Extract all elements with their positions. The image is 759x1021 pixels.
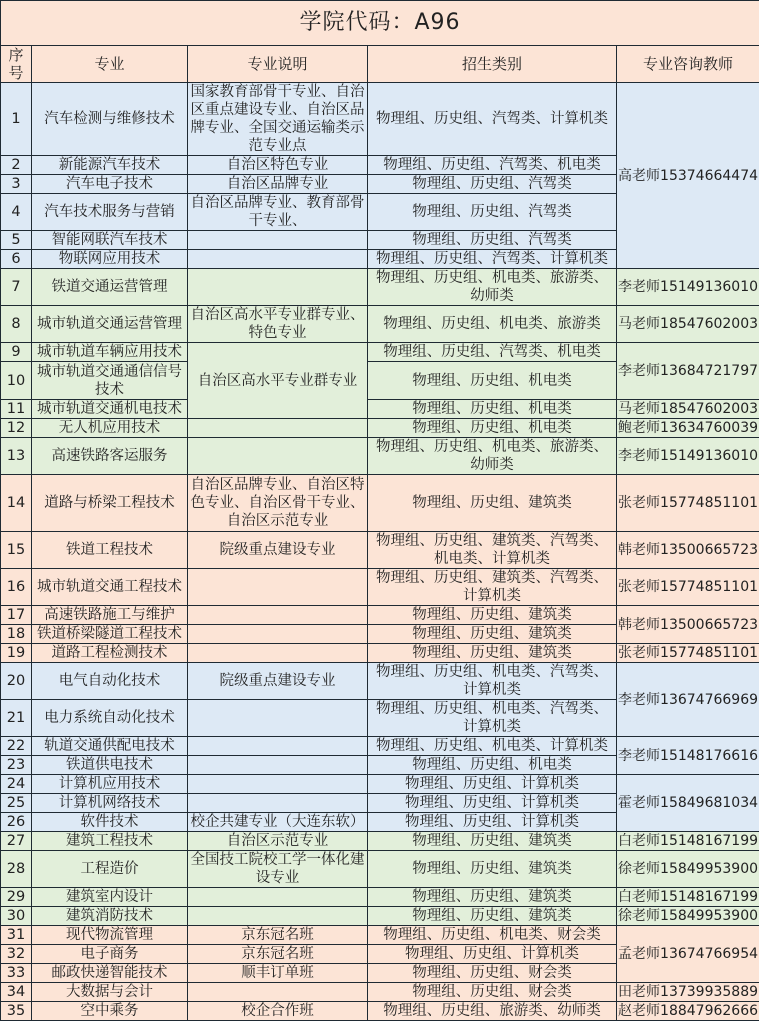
major-name: 城市轨道交通工程技术 bbox=[32, 569, 188, 606]
row-number: 34 bbox=[1, 983, 32, 1002]
major-description: 自治区示范专业 bbox=[188, 832, 368, 851]
major-name: 工程造价 bbox=[32, 851, 188, 888]
major-description bbox=[188, 775, 368, 794]
major-description bbox=[188, 794, 368, 813]
major-name: 高速铁路客运服务 bbox=[32, 438, 188, 475]
admission-category: 物理组、历史组、机电类、旅游类、幼师类 bbox=[368, 438, 617, 475]
table-row bbox=[1, 438, 759, 475]
table-row bbox=[1, 569, 759, 606]
admission-category: 物理组、历史组、机电类 bbox=[368, 362, 617, 400]
row-number: 17 bbox=[1, 606, 32, 625]
major-name: 铁道工程技术 bbox=[32, 532, 188, 569]
table-row bbox=[1, 306, 759, 343]
major-description: 自治区特色专业 bbox=[188, 156, 368, 175]
row-number: 15 bbox=[1, 532, 32, 569]
major-name: 铁道桥梁隧道工程技术 bbox=[32, 625, 188, 644]
major-description bbox=[188, 231, 368, 250]
row-number: 35 bbox=[1, 1002, 32, 1021]
major-description bbox=[188, 756, 368, 775]
consult-teacher: 张老师15774851101 bbox=[617, 644, 759, 663]
admission-category: 物理组、历史组、计算机类 bbox=[368, 945, 617, 964]
admission-category: 物理组、历史组、机电类、旅游类、幼师类 bbox=[368, 269, 617, 306]
consult-teacher: 张老师15774851101 bbox=[617, 569, 759, 606]
row-number: 8 bbox=[1, 306, 32, 343]
table-row bbox=[1, 269, 759, 306]
row-number: 5 bbox=[1, 231, 32, 250]
table-row bbox=[1, 475, 759, 532]
major-description: 校企共建专业（大连东软） bbox=[188, 813, 368, 832]
admission-category: 物理组、历史组、财会类 bbox=[368, 983, 617, 1002]
major-name: 汽车电子技术 bbox=[32, 175, 188, 194]
row-number: 24 bbox=[1, 775, 32, 794]
row-number: 4 bbox=[1, 194, 32, 231]
major-name: 软件技术 bbox=[32, 813, 188, 832]
major-name: 高速铁路施工与维护 bbox=[32, 606, 188, 625]
major-description bbox=[188, 625, 368, 644]
admission-category: 物理组、历史组、汽驾类 bbox=[368, 175, 617, 194]
consult-teacher: 田老师13739935889 bbox=[617, 983, 759, 1002]
consult-teacher: 徐老师15849953900 bbox=[617, 907, 759, 926]
major-description: 顺丰订单班 bbox=[188, 964, 368, 983]
row-number: 9 bbox=[1, 343, 32, 362]
major-description: 自治区高水平专业群专业 bbox=[188, 343, 368, 419]
admission-category: 物理组、历史组、建筑类 bbox=[368, 606, 617, 625]
admission-category: 物理组、历史组、旅游类、幼师类 bbox=[368, 1002, 617, 1021]
major-description: 京东冠名班 bbox=[188, 926, 368, 945]
consult-teacher: 李老师15149136010 bbox=[617, 269, 759, 306]
admission-category: 物理组、历史组、建筑类、汽驾类、机电类、计算机类 bbox=[368, 532, 617, 569]
table-body bbox=[1, 83, 759, 1021]
admission-category: 物理组、历史组、计算机类 bbox=[368, 794, 617, 813]
admission-category: 物理组、历史组、计算机类 bbox=[368, 813, 617, 832]
major-description: 自治区品牌专业 bbox=[188, 175, 368, 194]
table-row bbox=[1, 400, 759, 419]
admission-category: 物理组、历史组、建筑类 bbox=[368, 625, 617, 644]
admission-category: 物理组、历史组、计算机类 bbox=[368, 775, 617, 794]
row-number: 18 bbox=[1, 625, 32, 644]
major-name: 城市轨道交通运营管理 bbox=[32, 306, 188, 343]
major-name: 电子商务 bbox=[32, 945, 188, 964]
table-row bbox=[1, 419, 759, 438]
major-name: 新能源汽车技术 bbox=[32, 156, 188, 175]
table-row bbox=[1, 737, 759, 756]
major-description bbox=[188, 644, 368, 663]
row-number: 23 bbox=[1, 756, 32, 775]
admission-category: 物理组、历史组、机电类、计算机类 bbox=[368, 737, 617, 756]
admission-category: 物理组、历史组、建筑类 bbox=[368, 832, 617, 851]
row-number: 31 bbox=[1, 926, 32, 945]
admission-category: 物理组、历史组、建筑类 bbox=[368, 644, 617, 663]
row-number: 7 bbox=[1, 269, 32, 306]
major-name: 轨道交通供配电技术 bbox=[32, 737, 188, 756]
major-name: 汽车检测与维修技术 bbox=[32, 83, 188, 156]
major-name: 铁道交通运营管理 bbox=[32, 269, 188, 306]
consult-teacher: 张老师15774851101 bbox=[617, 475, 759, 532]
major-name: 城市轨道交通通信信号技术 bbox=[32, 362, 188, 400]
table-row bbox=[1, 606, 759, 625]
row-number: 3 bbox=[1, 175, 32, 194]
admission-category: 物理组、历史组、机电类 bbox=[368, 756, 617, 775]
major-description: 自治区品牌专业、教育部骨干专业、 bbox=[188, 194, 368, 231]
major-name: 邮政快递智能技术 bbox=[32, 964, 188, 983]
major-name: 无人机应用技术 bbox=[32, 419, 188, 438]
table-row bbox=[1, 907, 759, 926]
consult-teacher: 马老师18547602003 bbox=[617, 400, 759, 419]
admission-category: 物理组、历史组、建筑类 bbox=[368, 475, 617, 532]
admission-category: 物理组、历史组、汽驾类 bbox=[368, 231, 617, 250]
major-name: 智能网联汽车技术 bbox=[32, 231, 188, 250]
major-description bbox=[188, 269, 368, 306]
consult-teacher: 马老师18547602003 bbox=[617, 306, 759, 343]
admission-category: 物理组、历史组、汽驾类、计算机类 bbox=[368, 83, 617, 156]
admission-category: 物理组、历史组、建筑类 bbox=[368, 907, 617, 926]
major-description bbox=[188, 250, 368, 269]
consult-teacher: 孟老师13674766954 bbox=[617, 926, 759, 983]
header-row bbox=[1, 46, 759, 83]
header-teacher: 专业咨询教师 bbox=[617, 46, 759, 83]
row-number: 21 bbox=[1, 700, 32, 737]
row-number: 12 bbox=[1, 419, 32, 438]
admission-category: 物理组、历史组、机电类、汽驾类、计算机类 bbox=[368, 663, 617, 700]
major-description bbox=[188, 700, 368, 737]
row-number: 29 bbox=[1, 888, 32, 907]
header-category: 招生类别 bbox=[368, 46, 617, 83]
major-description: 国家教育部骨干专业、自治区重点建设专业、自治区品牌专业、全国交通运输类示范专业点 bbox=[188, 83, 368, 156]
row-number: 20 bbox=[1, 663, 32, 700]
major-description: 院级重点建设专业 bbox=[188, 663, 368, 700]
major-description: 校企合作班 bbox=[188, 1002, 368, 1021]
major-description: 自治区品牌专业、自治区特色专业、自治区骨干专业、自治区示范专业 bbox=[188, 475, 368, 532]
consult-teacher: 李老师13674766969 bbox=[617, 663, 759, 737]
row-number: 2 bbox=[1, 156, 32, 175]
row-number: 19 bbox=[1, 644, 32, 663]
major-name: 建筑消防技术 bbox=[32, 907, 188, 926]
consult-teacher: 李老师15149136010 bbox=[617, 438, 759, 475]
major-description bbox=[188, 438, 368, 475]
admission-category: 物理组、历史组、机电类、旅游类 bbox=[368, 306, 617, 343]
table-row bbox=[1, 983, 759, 1002]
table-row bbox=[1, 888, 759, 907]
header-major: 专业 bbox=[32, 46, 188, 83]
table-row bbox=[1, 832, 759, 851]
major-name: 城市轨道车辆应用技术 bbox=[32, 343, 188, 362]
row-number: 28 bbox=[1, 851, 32, 888]
consult-teacher: 赵老师18847962666 bbox=[617, 1002, 759, 1021]
major-name: 空中乘务 bbox=[32, 1002, 188, 1021]
consult-teacher: 徐老师15849953900 bbox=[617, 851, 759, 888]
major-description bbox=[188, 419, 368, 438]
page-title: 学院代码：A96 bbox=[1, 1, 759, 46]
admission-category: 物理组、历史组、机电类、财会类 bbox=[368, 926, 617, 945]
header-description: 专业说明 bbox=[188, 46, 368, 83]
admission-category: 物理组、历史组、建筑类 bbox=[368, 851, 617, 888]
major-name: 汽车技术服务与营销 bbox=[32, 194, 188, 231]
major-name: 大数据与会计 bbox=[32, 983, 188, 1002]
consult-teacher: 高老师15374664474 bbox=[617, 83, 759, 269]
major-description bbox=[188, 983, 368, 1002]
consult-teacher: 李老师13684721797 bbox=[617, 343, 759, 400]
row-number: 1 bbox=[1, 83, 32, 156]
row-number: 11 bbox=[1, 400, 32, 419]
admission-category: 物理组、历史组、汽驾类、机电类 bbox=[368, 156, 617, 175]
row-number: 27 bbox=[1, 832, 32, 851]
major-name: 铁道供电技术 bbox=[32, 756, 188, 775]
table-row bbox=[1, 343, 759, 362]
table-row bbox=[1, 1002, 759, 1021]
admission-category: 物理组、历史组、汽驾类 bbox=[368, 194, 617, 231]
major-name: 道路工程检测技术 bbox=[32, 644, 188, 663]
major-name: 道路与桥梁工程技术 bbox=[32, 475, 188, 532]
major-name: 电力系统自动化技术 bbox=[32, 700, 188, 737]
table-row bbox=[1, 644, 759, 663]
admission-category: 物理组、历史组、建筑类 bbox=[368, 888, 617, 907]
major-description bbox=[188, 888, 368, 907]
admission-category: 物理组、历史组、财会类 bbox=[368, 964, 617, 983]
admission-category: 物理组、历史组、机电类 bbox=[368, 419, 617, 438]
row-number: 33 bbox=[1, 964, 32, 983]
table-row bbox=[1, 851, 759, 888]
table-row bbox=[1, 926, 759, 945]
admission-category: 物理组、历史组、建筑类、汽驾类、计算机类 bbox=[368, 569, 617, 606]
consult-teacher: 韩老师13500665723 bbox=[617, 532, 759, 569]
row-number: 30 bbox=[1, 907, 32, 926]
admission-category: 物理组、历史组、汽驾类、机电类 bbox=[368, 343, 617, 362]
major-description bbox=[188, 737, 368, 756]
major-name: 建筑工程技术 bbox=[32, 832, 188, 851]
row-number: 14 bbox=[1, 475, 32, 532]
major-name: 电气自动化技术 bbox=[32, 663, 188, 700]
consult-teacher: 白老师15148167199 bbox=[617, 888, 759, 907]
row-number: 26 bbox=[1, 813, 32, 832]
consult-teacher: 韩老师13500665723 bbox=[617, 606, 759, 644]
consult-teacher: 鲍老师13634760039 bbox=[617, 419, 759, 438]
major-name: 城市轨道交通机电技术 bbox=[32, 400, 188, 419]
consult-teacher: 霍老师15849681034 bbox=[617, 775, 759, 832]
table-row bbox=[1, 532, 759, 569]
major-description: 自治区高水平专业群专业、特色专业 bbox=[188, 306, 368, 343]
header-no: 序号 bbox=[1, 46, 32, 83]
major-description bbox=[188, 907, 368, 926]
table-row bbox=[1, 775, 759, 794]
major-name: 建筑室内设计 bbox=[32, 888, 188, 907]
row-number: 10 bbox=[1, 362, 32, 400]
consult-teacher: 白老师15148167199 bbox=[617, 832, 759, 851]
row-number: 22 bbox=[1, 737, 32, 756]
major-description bbox=[188, 569, 368, 606]
major-name: 计算机应用技术 bbox=[32, 775, 188, 794]
major-description bbox=[188, 606, 368, 625]
row-number: 16 bbox=[1, 569, 32, 606]
admission-category: 物理组、历史组、机电类、汽驾类、计算机类 bbox=[368, 700, 617, 737]
table-row bbox=[1, 83, 759, 156]
major-name: 现代物流管理 bbox=[32, 926, 188, 945]
major-description: 全国技工院校工学一体化建设专业 bbox=[188, 851, 368, 888]
admission-category: 物理组、历史组、汽驾类、计算机类 bbox=[368, 250, 617, 269]
row-number: 25 bbox=[1, 794, 32, 813]
table-row bbox=[1, 663, 759, 700]
row-number: 13 bbox=[1, 438, 32, 475]
major-description: 院级重点建设专业 bbox=[188, 532, 368, 569]
row-number: 32 bbox=[1, 945, 32, 964]
admission-category: 物理组、历史组、机电类 bbox=[368, 400, 617, 419]
major-name: 物联网应用技术 bbox=[32, 250, 188, 269]
consult-teacher: 李老师15148176616 bbox=[617, 737, 759, 775]
row-number: 6 bbox=[1, 250, 32, 269]
major-name: 计算机网络技术 bbox=[32, 794, 188, 813]
major-description: 京东冠名班 bbox=[188, 945, 368, 964]
